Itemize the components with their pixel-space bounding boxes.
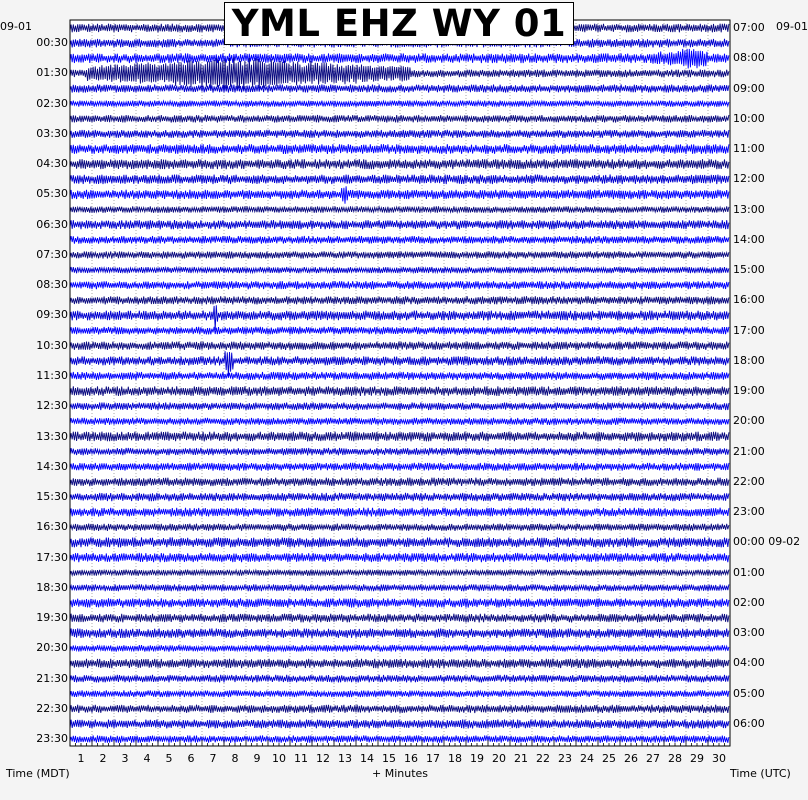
right-hour-label: 18:00 (733, 353, 765, 367)
left-hour-label: 14:30 (36, 459, 68, 473)
left-hour-label: 00:30 (36, 36, 68, 50)
right-hour-label: 05:00 (733, 686, 765, 700)
x-tick-label: 10 (272, 752, 286, 765)
x-tick-label: 13 (338, 752, 352, 765)
right-hour-label: 23:00 (733, 505, 765, 519)
right-hour-label: 07:00 (733, 21, 765, 34)
left-hour-label: 13:30 (36, 429, 68, 443)
left-hour-label: 22:30 (36, 701, 68, 715)
x-tick-label: 3 (121, 752, 129, 765)
right-hour-label: 16:00 (733, 293, 765, 307)
left-hour-label: 03:30 (36, 126, 68, 140)
right-hour-label: 09:00 (733, 81, 765, 95)
x-tick-label: 4 (143, 752, 151, 765)
left-hour-label: 18:30 (36, 580, 68, 594)
right-hour-label: 14:00 (733, 232, 765, 246)
x-tick-label: 1 (77, 752, 85, 765)
x-tick-label: 9 (253, 752, 261, 765)
left-hour-label: 01:30 (36, 66, 68, 80)
right-hour-label: 13:00 (733, 202, 765, 216)
right-hour-label: 04:00 (733, 656, 765, 670)
x-tick-label: 28 (668, 752, 682, 765)
x-tick-label: 25 (602, 752, 616, 765)
left-hour-label: 11:30 (36, 368, 68, 382)
x-tick-label: 16 (404, 752, 418, 765)
left-hour-label: 06:30 (36, 217, 68, 231)
left-hour-label: 20:30 (36, 641, 68, 655)
right-hour-label: 20:00 (733, 414, 765, 428)
left-hour-label: 15:30 (36, 490, 68, 504)
x-tick-label: 8 (231, 752, 239, 765)
x-tick-label: 23 (558, 752, 572, 765)
x-tick-label: 11 (294, 752, 308, 765)
right-hour-label: 22:00 (733, 474, 765, 488)
left-hour-label: 21:30 (36, 671, 68, 685)
x-tick-label: 27 (646, 752, 660, 765)
right-hour-label: 01:00 (733, 565, 765, 579)
x-tick-label: 26 (624, 752, 638, 765)
x-tick-label: 30 (712, 752, 726, 765)
x-tick-label: 24 (580, 752, 594, 765)
right-hour-label: 11:00 (733, 142, 765, 156)
left-hour-label: 10:30 (36, 338, 68, 352)
left-hour-label: 07:30 (36, 247, 68, 261)
x-tick-label: 12 (316, 752, 330, 765)
right-hour-label: 02:00 (733, 595, 765, 609)
right-hour-label: 06:00 (733, 716, 765, 730)
left-hour-label: 04:30 (36, 157, 68, 171)
right-hour-label: 17:00 (733, 323, 765, 337)
left-hour-label: 05:30 (36, 187, 68, 201)
x-tick-label: 22 (536, 752, 550, 765)
right-hour-label: 19:00 (733, 384, 765, 398)
right-hour-label: 10:00 (733, 111, 765, 125)
right-hour-label: 15:00 (733, 263, 765, 277)
right-hour-label: 08:00 (733, 51, 765, 65)
x-tick-label: 17 (426, 752, 440, 765)
left-hour-label: 16:30 (36, 520, 68, 534)
x-tick-label: 21 (514, 752, 528, 765)
x-tick-label: 7 (209, 752, 217, 765)
left-axis-label: Time (MDT) (6, 767, 70, 780)
left-hour-label: 02:30 (36, 96, 68, 110)
x-tick-label: 18 (448, 752, 462, 765)
x-tick-label: 19 (470, 752, 484, 765)
right-hour-label: 21:00 (733, 444, 765, 458)
right-date-label: 09-01 (776, 20, 808, 33)
x-tick-label: 15 (382, 752, 396, 765)
left-hour-label: 23:30 (36, 732, 68, 746)
x-tick-label: 14 (360, 752, 374, 765)
left-date-label: 09-01 (0, 20, 32, 33)
right-hour-label: 00:00 09-02 (733, 535, 801, 549)
right-hour-label: 12:00 (733, 172, 765, 186)
left-hour-label: 09:30 (36, 308, 68, 322)
left-hour-label: 08:30 (36, 278, 68, 292)
right-axis-label: Time (UTC) (730, 767, 791, 780)
right-hour-label: 03:00 (733, 626, 765, 640)
x-tick-label: 20 (492, 752, 506, 765)
x-axis-label: + Minutes (372, 767, 429, 780)
x-tick-label: 29 (690, 752, 704, 765)
x-tick-label: 5 (165, 752, 173, 765)
left-hour-label: 12:30 (36, 399, 68, 413)
left-hour-label: 19:30 (36, 611, 68, 625)
x-tick-label: 6 (187, 752, 195, 765)
left-hour-label: 17:30 (36, 550, 68, 564)
right-date-change-label: 09-02 (764, 535, 801, 549)
x-tick-label: 2 (99, 752, 107, 765)
chart-title: YML EHZ WY 01 (224, 2, 574, 45)
